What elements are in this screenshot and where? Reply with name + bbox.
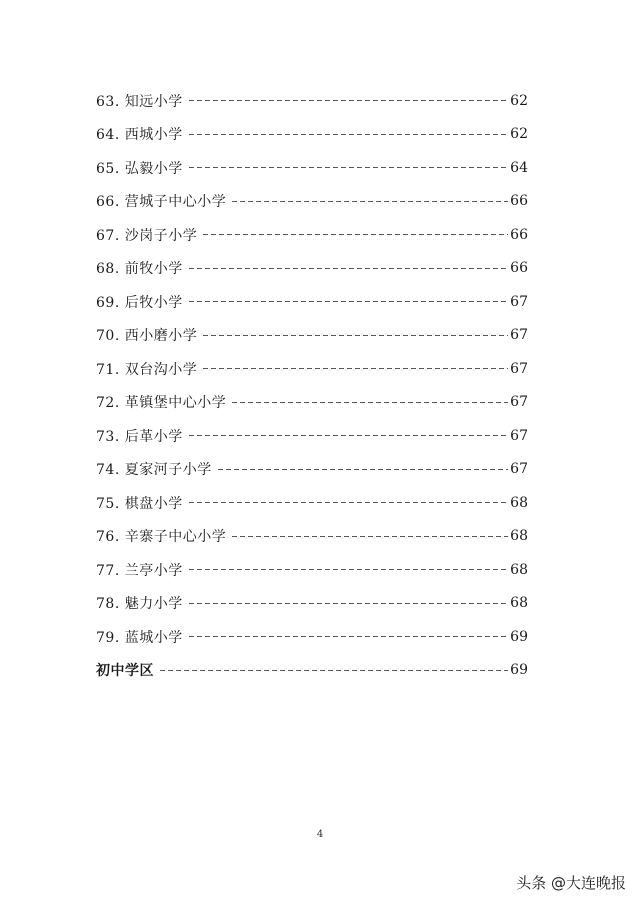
toc-entry-label: 68. 前牧小学 bbox=[96, 261, 183, 278]
dot-leader bbox=[189, 134, 508, 135]
dot-leader bbox=[189, 435, 508, 436]
toc-entry-label: 77. 兰亭小学 bbox=[96, 562, 183, 579]
toc-entry-label: 63. 知远小学 bbox=[96, 93, 183, 110]
dot-leader bbox=[203, 335, 508, 336]
toc-entry-page: 68 bbox=[510, 528, 528, 545]
dot-leader bbox=[189, 268, 508, 269]
toc-entry-label: 67. 沙岗子小学 bbox=[96, 227, 198, 244]
toc-entry-label: 79. 蓝城小学 bbox=[96, 629, 183, 646]
toc-entry[interactable] bbox=[96, 252, 528, 286]
toc-entry[interactable] bbox=[96, 419, 528, 453]
toc-entry-page: 68 bbox=[510, 595, 528, 612]
dot-leader bbox=[203, 234, 508, 235]
dot-leader bbox=[189, 502, 508, 503]
dot-leader bbox=[160, 670, 508, 671]
toc-entry-label: 74. 夏家河子小学 bbox=[96, 462, 212, 479]
toc-entry-page: 66 bbox=[510, 226, 528, 243]
toc-entry-page: 66 bbox=[510, 193, 528, 210]
toc-entry-page: 68 bbox=[510, 561, 528, 578]
watermark-text: 头条 @大连晚报 bbox=[516, 874, 626, 892]
toc-entry-label: 71. 双台沟小学 bbox=[96, 361, 198, 378]
toc-entry-page: 67 bbox=[510, 427, 528, 444]
toc-entry-page: 67 bbox=[510, 293, 528, 310]
dot-leader bbox=[218, 469, 508, 470]
toc-entry-page: 62 bbox=[510, 126, 528, 143]
toc-entry-label: 78. 魅力小学 bbox=[96, 596, 183, 613]
toc-entry-page: 67 bbox=[510, 461, 528, 478]
toc-entry-page: 64 bbox=[510, 159, 528, 176]
toc-entry[interactable] bbox=[96, 151, 528, 185]
watermark bbox=[516, 872, 626, 893]
toc-entry-page: 67 bbox=[510, 394, 528, 411]
toc-entry[interactable] bbox=[96, 319, 528, 353]
dot-leader bbox=[189, 100, 508, 101]
toc-entry[interactable] bbox=[96, 486, 528, 520]
toc-entry-label: 65. 弘毅小学 bbox=[96, 160, 183, 177]
toc-entry[interactable] bbox=[96, 553, 528, 587]
toc-entry-label: 75. 棋盘小学 bbox=[96, 495, 183, 512]
dot-leader bbox=[232, 402, 508, 403]
dot-leader bbox=[189, 569, 508, 570]
toc-entry-page: 66 bbox=[510, 260, 528, 277]
toc-entry[interactable] bbox=[96, 118, 528, 152]
dot-leader bbox=[189, 167, 508, 168]
toc-entry-label: 64. 西城小学 bbox=[96, 127, 183, 144]
dot-leader bbox=[189, 301, 508, 302]
toc-entry-page: 67 bbox=[510, 360, 528, 377]
dot-leader bbox=[232, 536, 508, 537]
toc-entry[interactable] bbox=[96, 185, 528, 219]
dot-leader bbox=[203, 368, 508, 369]
dot-leader bbox=[232, 201, 508, 202]
toc-section-entry[interactable] bbox=[96, 654, 528, 688]
toc-entry[interactable] bbox=[96, 285, 528, 319]
toc-entry-page: 68 bbox=[510, 494, 528, 511]
toc-entry[interactable] bbox=[96, 620, 528, 654]
toc-entry[interactable] bbox=[96, 84, 528, 118]
toc-entry-label: 73. 后革小学 bbox=[96, 428, 183, 445]
toc-entry[interactable] bbox=[96, 352, 528, 386]
toc-entry-page: 62 bbox=[510, 92, 528, 109]
toc-entry-label: 69. 后牧小学 bbox=[96, 294, 183, 311]
toc-entry[interactable] bbox=[96, 520, 528, 554]
toc-entry[interactable] bbox=[96, 587, 528, 621]
toc-entry[interactable] bbox=[96, 218, 528, 252]
toc-entry[interactable] bbox=[96, 386, 528, 420]
page-number: 4 bbox=[316, 829, 324, 840]
table-of-contents bbox=[96, 84, 528, 687]
dot-leader bbox=[189, 603, 508, 604]
toc-entry-label: 66. 营城子中心小学 bbox=[96, 194, 227, 211]
toc-entry-label: 70. 西小磨小学 bbox=[96, 328, 198, 345]
toc-entry-page: 69 bbox=[510, 628, 528, 645]
toc-section-page: 69 bbox=[510, 662, 528, 679]
toc-entry-label: 72. 革镇堡中心小学 bbox=[96, 395, 227, 412]
toc-entry[interactable] bbox=[96, 453, 528, 487]
dot-leader bbox=[189, 636, 508, 637]
toc-section-label: 初中学区 bbox=[96, 663, 154, 680]
toc-entry-label: 76. 辛寨子中心小学 bbox=[96, 529, 227, 546]
toc-entry-page: 67 bbox=[510, 327, 528, 344]
